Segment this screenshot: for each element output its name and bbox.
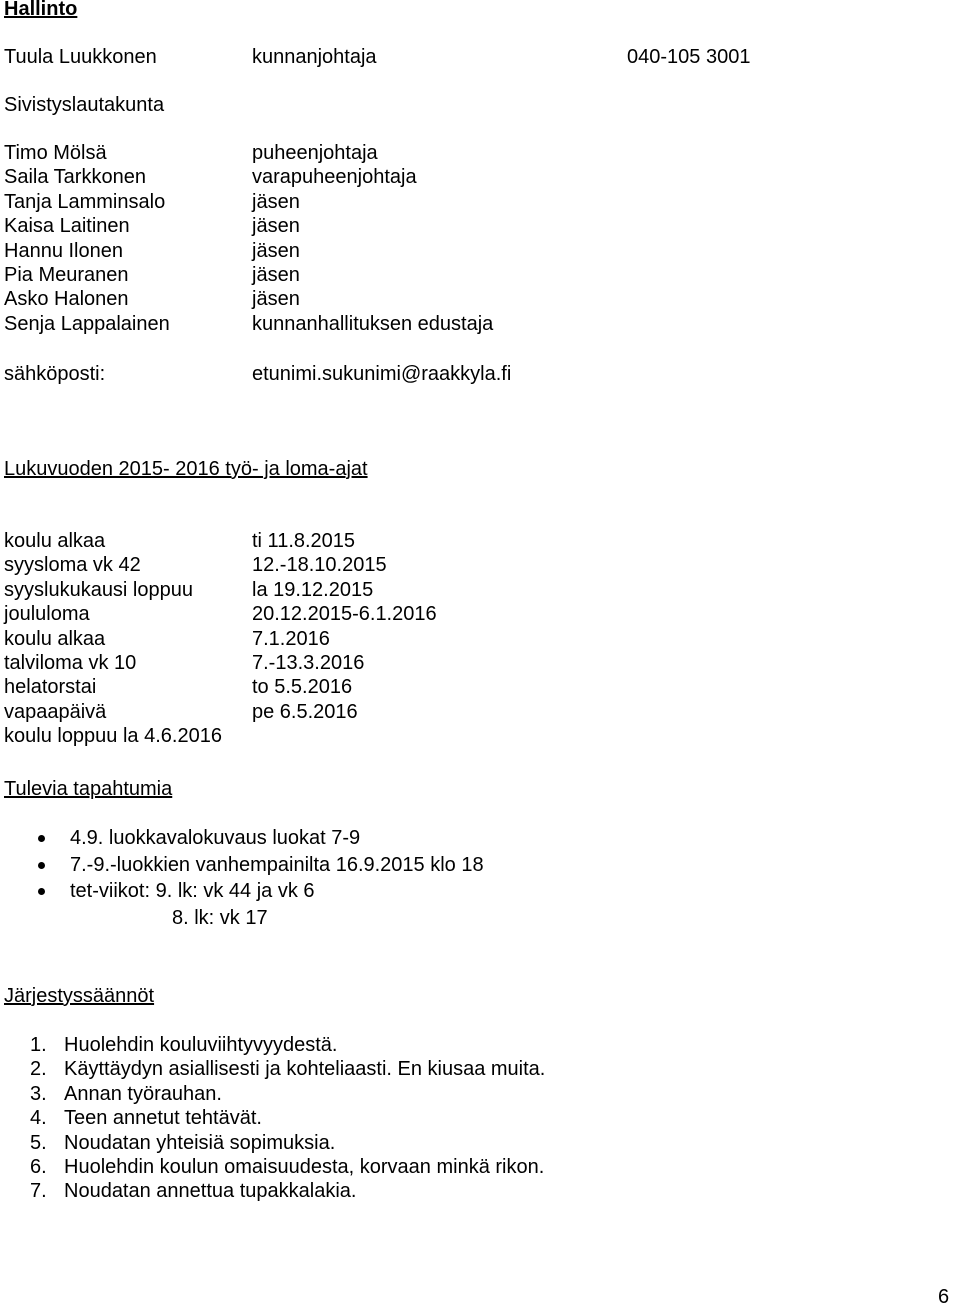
rule-number: 1. xyxy=(30,1034,47,1056)
schedule-value: la 19.12.2015 xyxy=(252,578,374,601)
rule-text: Annan työrauhan. xyxy=(64,1082,222,1105)
rule-number: 6. xyxy=(30,1156,47,1178)
board-member-role: puheenjohtaja xyxy=(252,142,378,164)
schedule-label: joululoma xyxy=(4,603,90,626)
schedule-label: syysloma vk 42 xyxy=(4,554,141,577)
schedule-label: koulu alkaa xyxy=(4,627,106,650)
email-value: etunimi.sukunimi@raakkyla.fi xyxy=(252,363,512,385)
board-member-name: Senja Lappalainen xyxy=(4,312,170,335)
bullet-icon xyxy=(38,862,45,869)
schedule-label: talviloma vk 10 xyxy=(4,652,137,674)
board-member-name: Saila Tarkkonen xyxy=(4,166,146,189)
admin-name: Tuula Luukkonen xyxy=(4,46,157,68)
page-number: 6 xyxy=(938,1286,950,1308)
rule-text: Teen annetut tehtävät. xyxy=(64,1107,262,1130)
schedule-value: to 5.5.2016 xyxy=(252,676,353,699)
board-member-role: varapuheenjohtaja xyxy=(252,166,417,189)
section-heading-lukuvuosi: Lukuvuoden 2015- 2016 työ- ja loma-ajat xyxy=(4,458,368,480)
board-member-role: jäsen xyxy=(252,190,300,213)
admin-phone: 040-105 3001 xyxy=(627,46,751,68)
schedule-value: 12.-18.10.2015 xyxy=(252,554,387,577)
section-heading-tulevia: Tulevia tapahtumia xyxy=(4,778,173,800)
rule-number: 3. xyxy=(30,1082,47,1105)
section-heading-hallinto: Hallinto xyxy=(4,0,78,20)
board-member-role: jäsen xyxy=(252,215,300,238)
rule-number: 4. xyxy=(30,1107,47,1130)
rule-number: 5. xyxy=(30,1131,47,1154)
event-item: tet-viikot: 9. lk: vk 44 ja vk 6 xyxy=(70,880,315,903)
schedule-label: koulu loppuu la 4.6.2016 xyxy=(4,725,222,748)
schedule-value: ti 11.8.2015 xyxy=(252,530,356,552)
section-heading-jarjestys: Järjestyssäännöt xyxy=(4,985,155,1007)
rule-text: Huolehdin kouluviihtyvyydestä. xyxy=(64,1034,338,1056)
admin-role: kunnanjohtaja xyxy=(252,46,377,68)
section-heading-sivistyslautakunta: Sivistyslautakunta xyxy=(4,94,165,116)
bullet-icon xyxy=(38,888,45,895)
board-member-name: Pia Meuranen xyxy=(4,264,129,286)
schedule-label: helatorstai xyxy=(4,676,97,699)
event-item: 4.9. luokkavalokuvaus luokat 7-9 xyxy=(70,827,361,849)
schedule-label: syyslukukausi loppuu xyxy=(4,578,193,601)
rule-number: 2. xyxy=(30,1058,47,1081)
board-member-role: jäsen xyxy=(252,239,300,262)
rule-number: 7. xyxy=(30,1180,47,1203)
rule-text: Käyttäydyn asiallisesti ja kohteliaasti. En kiusaa muita. xyxy=(64,1058,546,1081)
schedule-value: 20.12.2015-6.1.2016 xyxy=(252,603,437,626)
board-member-role: jäsen xyxy=(252,264,300,286)
rule-text: Noudatan annettua tupakkalakia. xyxy=(64,1180,357,1203)
schedule-value: 7.-13.3.2016 xyxy=(252,652,365,674)
schedule-value: 7.1.2016 xyxy=(252,627,330,650)
board-member-role: kunnanhallituksen edustaja xyxy=(252,312,494,335)
rule-text: Huolehdin koulun omaisuudesta, korvaan minkä rikon. xyxy=(64,1156,545,1178)
events-continuation: 8. lk: vk 17 xyxy=(172,907,268,929)
schedule-label: vapaapäivä xyxy=(4,700,107,723)
board-member-role: jäsen xyxy=(252,288,300,311)
schedule-value: pe 6.5.2016 xyxy=(252,700,358,723)
schedule-label: koulu alkaa xyxy=(4,530,106,552)
bullet-icon xyxy=(38,835,45,842)
board-member-name: Asko Halonen xyxy=(4,288,129,311)
board-member-name: Hannu Ilonen xyxy=(4,239,123,262)
rule-text: Noudatan yhteisiä sopimuksia. xyxy=(64,1131,336,1154)
board-member-name: Tanja Lamminsalo xyxy=(4,190,166,213)
email-label: sähköposti: xyxy=(4,363,106,385)
event-item: 7.-9.-luokkien vanhempainilta 16.9.2015 klo 18 xyxy=(70,853,484,876)
board-member-name: Kaisa Laitinen xyxy=(4,215,130,238)
board-member-name: Timo Mölsä xyxy=(4,142,107,164)
